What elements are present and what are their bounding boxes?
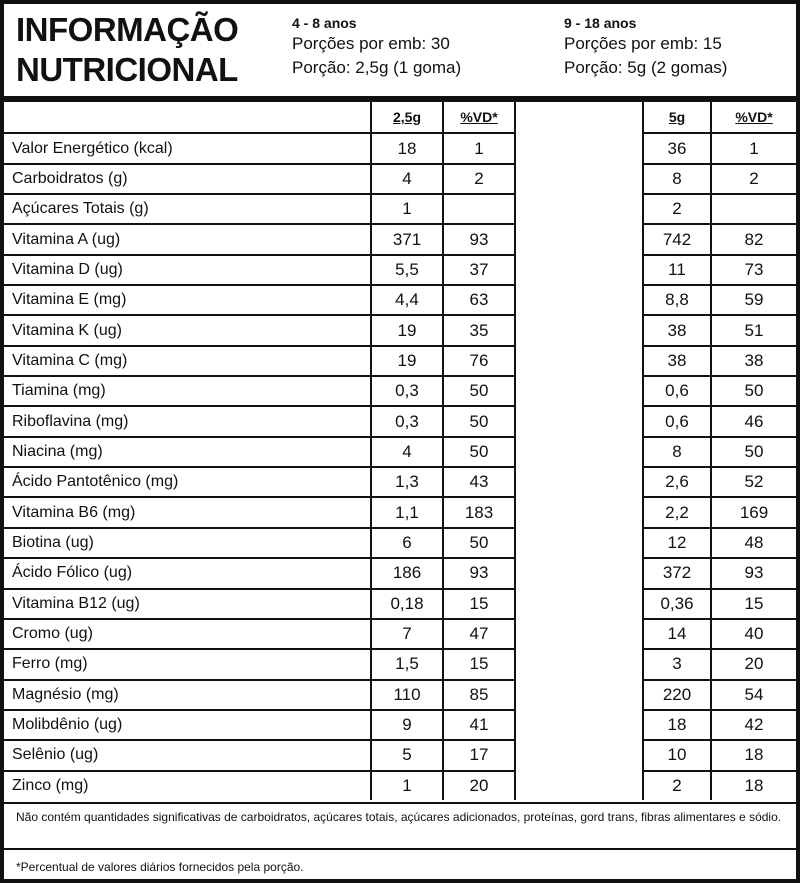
vd-1 — [444, 193, 516, 223]
nutrient-name: Vitamina B6 (mg) — [4, 496, 372, 526]
nutrient-name: Açúcares Totais (g) — [4, 193, 372, 223]
footnote-not-significant: Não contém quantidades significativas de carboidratos, açúcares totais, açúcares adicionados, proteínas, gord trans, fibras alimentares e sódio. — [16, 810, 782, 824]
vd-2: 20 — [712, 648, 796, 678]
amount-2: 36 — [642, 132, 712, 162]
title-line-2: NUTRICIONAL — [16, 51, 238, 88]
table-header-row — [4, 102, 796, 132]
table-row — [4, 163, 796, 193]
column-gap — [516, 770, 642, 800]
column-gap — [516, 102, 642, 132]
column-gap — [516, 588, 642, 618]
table-row — [4, 496, 796, 526]
table-row — [4, 648, 796, 678]
table-bottom-rule — [4, 802, 796, 804]
column-gap — [516, 496, 642, 526]
amount-2: 38 — [642, 345, 712, 375]
vd-1: 93 — [444, 557, 516, 587]
nutrient-name: Vitamina E (mg) — [4, 284, 372, 314]
table-row — [4, 588, 796, 618]
vd-header-2: %VD* — [735, 109, 773, 126]
amount-1: 7 — [372, 618, 444, 648]
vd-1: 47 — [444, 618, 516, 648]
vd-1: 37 — [444, 254, 516, 284]
amount-2: 18 — [642, 709, 712, 739]
table-row — [4, 679, 796, 709]
nutrient-column-header — [4, 102, 372, 132]
amount-header-2: 5g — [642, 102, 712, 132]
vd-1: 50 — [444, 375, 516, 405]
vd-1: 35 — [444, 314, 516, 344]
amount-2: 14 — [642, 618, 712, 648]
amount-1: 5 — [372, 739, 444, 769]
table-row — [4, 405, 796, 435]
vd-2: 40 — [712, 618, 796, 648]
column-gap — [516, 648, 642, 678]
servings-per-package: Porções por emb: 15 — [564, 34, 722, 53]
vd-2: 18 — [712, 770, 796, 800]
vd-1: 41 — [444, 709, 516, 739]
amount-2: 12 — [642, 527, 712, 557]
column-gap — [516, 679, 642, 709]
nutrient-name: Molibdênio (ug) — [4, 709, 372, 739]
vd-2: 50 — [712, 375, 796, 405]
vd-1: 76 — [444, 345, 516, 375]
footnote-divider — [4, 848, 796, 850]
serving-group-4-8 — [292, 14, 461, 80]
vd-2: 73 — [712, 254, 796, 284]
amount-2: 38 — [642, 314, 712, 344]
nutrient-name: Ácido Fólico (ug) — [4, 557, 372, 587]
amount-1: 4 — [372, 436, 444, 466]
amount-2: 2,2 — [642, 496, 712, 526]
amount-1: 6 — [372, 527, 444, 557]
table-row — [4, 284, 796, 314]
vd-1: 17 — [444, 739, 516, 769]
vd-1: 50 — [444, 527, 516, 557]
amount-2: 2,6 — [642, 466, 712, 496]
table-row — [4, 314, 796, 344]
nutrient-name: Magnésio (mg) — [4, 679, 372, 709]
amount-1: 1,1 — [372, 496, 444, 526]
table-row — [4, 466, 796, 496]
amount-1: 110 — [372, 679, 444, 709]
nutrient-name: Carboidratos (g) — [4, 163, 372, 193]
nutrient-name: Ácido Pantotênico (mg) — [4, 466, 372, 496]
column-gap — [516, 193, 642, 223]
serving-group-9-18 — [564, 14, 727, 80]
label-title — [16, 10, 238, 90]
portion-size: Porção: 5g (2 gomas) — [564, 58, 728, 77]
vd-2: 93 — [712, 557, 796, 587]
portion-size: Porção: 2,5g (1 goma) — [292, 58, 462, 77]
vd-2: 38 — [712, 345, 796, 375]
amount-2: 11 — [642, 254, 712, 284]
vd-1: 50 — [444, 436, 516, 466]
column-gap — [516, 557, 642, 587]
vd-1: 63 — [444, 284, 516, 314]
amount-2: 0,36 — [642, 588, 712, 618]
table-row — [4, 709, 796, 739]
vd-2: 59 — [712, 284, 796, 314]
amount-1: 18 — [372, 132, 444, 162]
vd-1: 20 — [444, 770, 516, 800]
age-range: 9 - 18 anos — [564, 15, 637, 31]
amount-1: 0,3 — [372, 375, 444, 405]
column-gap — [516, 739, 642, 769]
table-row — [4, 132, 796, 162]
table-row — [4, 254, 796, 284]
amount-2: 8 — [642, 436, 712, 466]
table-row — [4, 527, 796, 557]
vd-1: 15 — [444, 588, 516, 618]
vd-1: 2 — [444, 163, 516, 193]
amount-1: 1,3 — [372, 466, 444, 496]
vd-1: 183 — [444, 496, 516, 526]
vd-2: 46 — [712, 405, 796, 435]
nutrient-name: Biotina (ug) — [4, 527, 372, 557]
amount-2: 8,8 — [642, 284, 712, 314]
column-gap — [516, 345, 642, 375]
age-range: 4 - 8 anos — [292, 15, 357, 31]
vd-2: 82 — [712, 223, 796, 253]
column-gap — [516, 436, 642, 466]
vd-1: 43 — [444, 466, 516, 496]
table-row — [4, 618, 796, 648]
amount-header-1: 2,5g — [372, 102, 444, 132]
vd-2: 50 — [712, 436, 796, 466]
column-gap — [516, 254, 642, 284]
amount-1: 371 — [372, 223, 444, 253]
column-gap — [516, 314, 642, 344]
column-gap — [516, 284, 642, 314]
amount-1: 1 — [372, 770, 444, 800]
footnote-daily-values: *Percentual de valores diários fornecidos pela porção. — [16, 860, 304, 874]
column-gap — [516, 223, 642, 253]
table-row — [4, 770, 796, 800]
vd-1: 93 — [444, 223, 516, 253]
column-gap — [516, 527, 642, 557]
vd-2: 51 — [712, 314, 796, 344]
amount-2: 8 — [642, 163, 712, 193]
column-gap — [516, 375, 642, 405]
amount-2: 10 — [642, 739, 712, 769]
amount-1: 19 — [372, 314, 444, 344]
vd-1: 50 — [444, 405, 516, 435]
amount-1: 5,5 — [372, 254, 444, 284]
amount-2: 742 — [642, 223, 712, 253]
vd-2: 15 — [712, 588, 796, 618]
nutrient-name: Tiamina (mg) — [4, 375, 372, 405]
amount-2: 2 — [642, 193, 712, 223]
amount-1: 186 — [372, 557, 444, 587]
label-header — [4, 4, 796, 96]
vd-1: 1 — [444, 132, 516, 162]
vd-1: 85 — [444, 679, 516, 709]
table-row — [4, 739, 796, 769]
nutrient-name: Vitamina C (mg) — [4, 345, 372, 375]
column-gap — [516, 405, 642, 435]
nutrition-table — [4, 102, 796, 800]
vd-2: 2 — [712, 163, 796, 193]
table-row — [4, 223, 796, 253]
vd-2: 48 — [712, 527, 796, 557]
table-row — [4, 193, 796, 223]
vd-2 — [712, 193, 796, 223]
vd-2: 1 — [712, 132, 796, 162]
table-row — [4, 375, 796, 405]
nutrient-name: Vitamina K (ug) — [4, 314, 372, 344]
vd-2: 42 — [712, 709, 796, 739]
nutrient-name: Cromo (ug) — [4, 618, 372, 648]
vd-2: 54 — [712, 679, 796, 709]
nutrient-name: Vitamina B12 (ug) — [4, 588, 372, 618]
amount-1: 4,4 — [372, 284, 444, 314]
amount-2: 372 — [642, 557, 712, 587]
column-gap — [516, 132, 642, 162]
table-row — [4, 557, 796, 587]
amount-2: 0,6 — [642, 405, 712, 435]
title-line-1: INFORMAÇÃO — [16, 11, 239, 48]
amount-2: 220 — [642, 679, 712, 709]
vd-header-1: %VD* — [444, 102, 516, 132]
vd-2: 169 — [712, 496, 796, 526]
amount-1: 9 — [372, 709, 444, 739]
amount-1: 0,3 — [372, 405, 444, 435]
amount-2: 3 — [642, 648, 712, 678]
amount-1: 1,5 — [372, 648, 444, 678]
column-gap — [516, 618, 642, 648]
nutrient-name: Vitamina A (ug) — [4, 223, 372, 253]
vd-2: 18 — [712, 739, 796, 769]
vd-1: 15 — [444, 648, 516, 678]
table-row — [4, 345, 796, 375]
nutrient-name: Riboflavina (mg) — [4, 405, 372, 435]
amount-1: 19 — [372, 345, 444, 375]
column-gap — [516, 709, 642, 739]
amount-1: 1 — [372, 193, 444, 223]
amount-1: 4 — [372, 163, 444, 193]
nutrient-name: Selênio (ug) — [4, 739, 372, 769]
column-gap — [516, 466, 642, 496]
servings-per-package: Porções por emb: 30 — [292, 34, 450, 53]
nutrient-name: Vitamina D (ug) — [4, 254, 372, 284]
amount-2: 2 — [642, 770, 712, 800]
amount-2: 0,6 — [642, 375, 712, 405]
vd-2: 52 — [712, 466, 796, 496]
nutrient-name: Zinco (mg) — [4, 770, 372, 800]
table-row — [4, 436, 796, 466]
amount-1: 0,18 — [372, 588, 444, 618]
nutrient-name: Niacina (mg) — [4, 436, 372, 466]
nutrient-name: Ferro (mg) — [4, 648, 372, 678]
nutrient-name: Valor Energético (kcal) — [4, 132, 372, 162]
column-gap — [516, 163, 642, 193]
